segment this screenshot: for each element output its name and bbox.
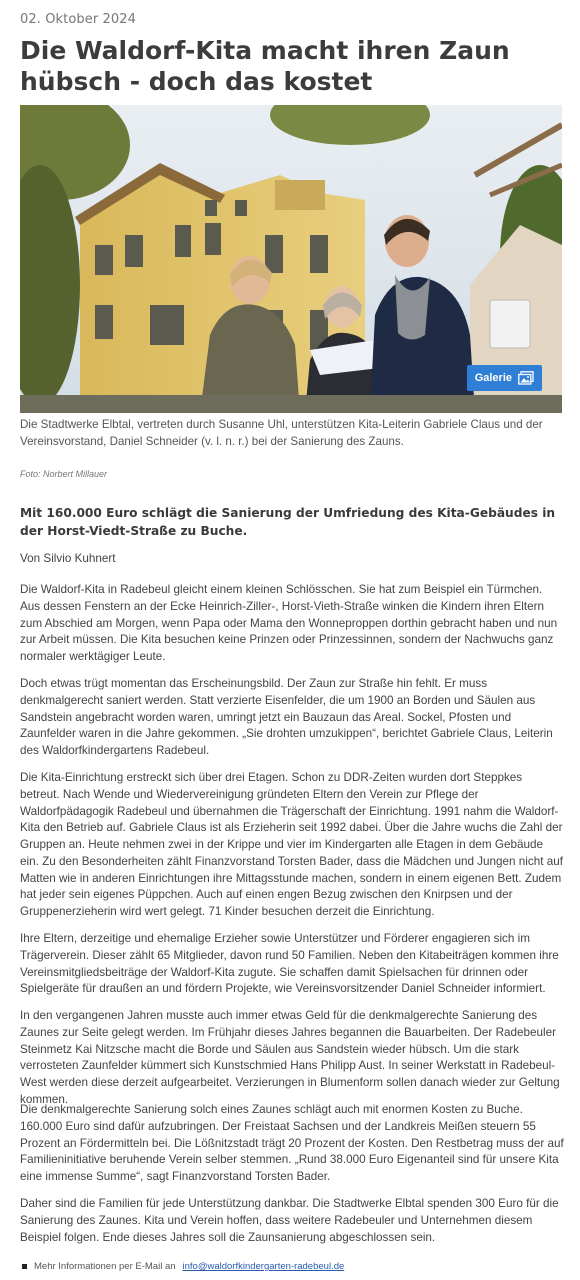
gallery-image-icon [518, 371, 534, 385]
article-paragraph: Doch etwas trügt momentan das Erscheinungsbild. Der Zaun zur Straße hin fehlt. Er muss denkmalgerecht saniert werden. Statt verzierte Eisenfelder, die um 1900 an Borden und Säulen aus Sandstein angebracht worden waren, umringt jetzt ein Bauzaun das Areal. Sockel, Pfosten und Zaunfelder waren in die Jahre gekommen. „Sie drohten umzukippen“, berichtet Gabriele Claus, Leiterin des Waldorfkindergartens Radebeul. [20, 677, 553, 757]
article-photo[interactable] [20, 105, 562, 413]
article-paragraph: Daher sind die Familien für jede Unterstützung dankbar. Die Stadtwerke Elbtal spenden 300 Euro für die Sanierung des Zaunes. Kita und Verein hoffen, dass weitere Radebeuler und Unternehmen diesem Beispiel folgen. Ende dieses Jahres soll die Zaunsanierung abgeschlossen sein. [20, 1197, 559, 1244]
square-bullet-icon [22, 1264, 27, 1269]
article-paragraph: Ihre Eltern, derzeitige und ehemalige Erzieher sowie Unterstützer und Förderer engagieren sich im Trägerverein. Dieser zählt 65 Mitglieder, davon rund 50 Familien. Neben den Kitabeiträgen kommen ihre Vereinsmitgliedsbeiträge der Waldorf-Kita zugute. Sie schaffen damit Spielsachen für drinnen oder Spielgeräte für draußen an und fördern Projekte, wie Vereinsvorsitzender Daniel Schneider informiert. [20, 932, 559, 996]
article-paragraph: Die denkmalgerechte Sanierung solch eines Zaunes schlägt auch mit enormen Kosten zu Buche. 160.000 Euro sind dafür aufzubringen. Der Freistaat Sachsen und der Landkreis Meißen steuern 55 Prozent an Fördermitteln bei. Die Lößnitzstadt trägt 20 Prozent der Kosten. Den Restbetrag muss der auf Familieninitiative beruhende Verein selber stemmen. „Rund 38.000 Euro Eigenanteil sind für unsere Kita eine immense Summe“, sagt Finanzvorstand Torsten Bader. [20, 1103, 564, 1183]
gallery-button[interactable] [467, 365, 542, 391]
footer-text: Mehr Informationen per E-Mail an [34, 1261, 176, 1272]
footer-note [22, 1261, 344, 1272]
email-link[interactable]: info@waldorfkindergarten-radebeul.de [182, 1261, 345, 1272]
article-paragraph: Die Waldorf-Kita in Radebeul gleicht einem kleinen Schlösschen. Sie hat zum Beispiel ein Türmchen. Aus dessen Fenstern an der Ecke Heinrich-Ziller-, Horst-Vieth-Straße winken die Kindern ihren Eltern zum Abschied am Morgen, wenn Papa oder Mama den Wonneproppen dorthin gebracht haben und nun zur Arbeit müssen. Die Kita besuchen keine Prinzen oder Prinzessinnen, sondern der Nachwuchs ganz normaler werktägiger Leute. [20, 583, 558, 663]
article-lead: Mit 160.000 Euro schlägt die Sanierung der Umfriedung des Kita-Gebäudes in der Horst-Viedt-Straße zu Buche. [20, 506, 556, 538]
article-date: 02. Oktober 2024 [20, 12, 137, 27]
article-author: Von Silvio Kuhnert [20, 552, 116, 565]
gallery-label: Galerie [474, 372, 512, 384]
article-paragraph: In den vergangenen Jahren musste auch immer etwas Geld für die denkmalgerechte Sanierung des Zaunes zur Seite gelegt werden. Im Frühjahr dieses Jahres begannen die Bauarbeiten. Der Radebeuler Steinmetz Kai Nitzsche macht die Borde und Säulen aus Sandstein wieder hübsch. Um die stark verrosteten Zaunfelder kümmert sich Kunstschmied Hans Philipp Aust. In seiner Werkstatt in Radebeul-West werden diese derzeit aufgearbeitet. Verzierungen in Blumenform sollen danach wieder zur Geltung kommen. [20, 1009, 560, 1106]
article-title: Die Waldorf-Kita macht ihren Zaun hübsch - doch das kostet [20, 36, 510, 96]
article-paragraph: Die Kita-Einrichtung erstreckt sich über drei Etagen. Schon zu DDR-Zeiten wurden dort Steppkes betreut. Nach Wende und Wiedervereinigung gründeten Eltern den Verein zur Pflege der Waldorfpädagogik Radebeul und übernahmen die Trägerschaft der Einrichtung. 1991 nahm die Waldorf-Kita den Betrieb auf. Gabriele Claus ist als Erzieherin seit 1992 dabei. Über die Jahre wuchs die Zahl der Gruppen an. Heute nehmen zwei in der Krippe und vier im Kindergarten alle Etagen in dem Gebäude ein. Zu den Besonderheiten zählt Finanzvorstand Torsten Bader, dass die Mädchen und Jungen nicht auf Matten wie in anderen Einrichtungen ihre Mittagsstunde machen, sondern in einem eigenen Bett. Zudem hat jeder sein eigenes Püppchen. Auch auf einen engen Bezug zwischen den Knirpsen und der Gruppenerzieherin wird wert gelegt. 71 Kinder besuchen derzeit die Einrichtung. [20, 771, 563, 918]
photo-credit: Foto: Norbert Millauer [20, 469, 108, 479]
photo-caption: Die Stadtwerke Elbtal, vertreten durch Susanne Uhl, unterstützen Kita-Leiterin Gabriele Claus und der Vereinsvorstand, Daniel Schneider (v. l. n. r.) bei der Sanierung des Zauns. [20, 418, 543, 448]
